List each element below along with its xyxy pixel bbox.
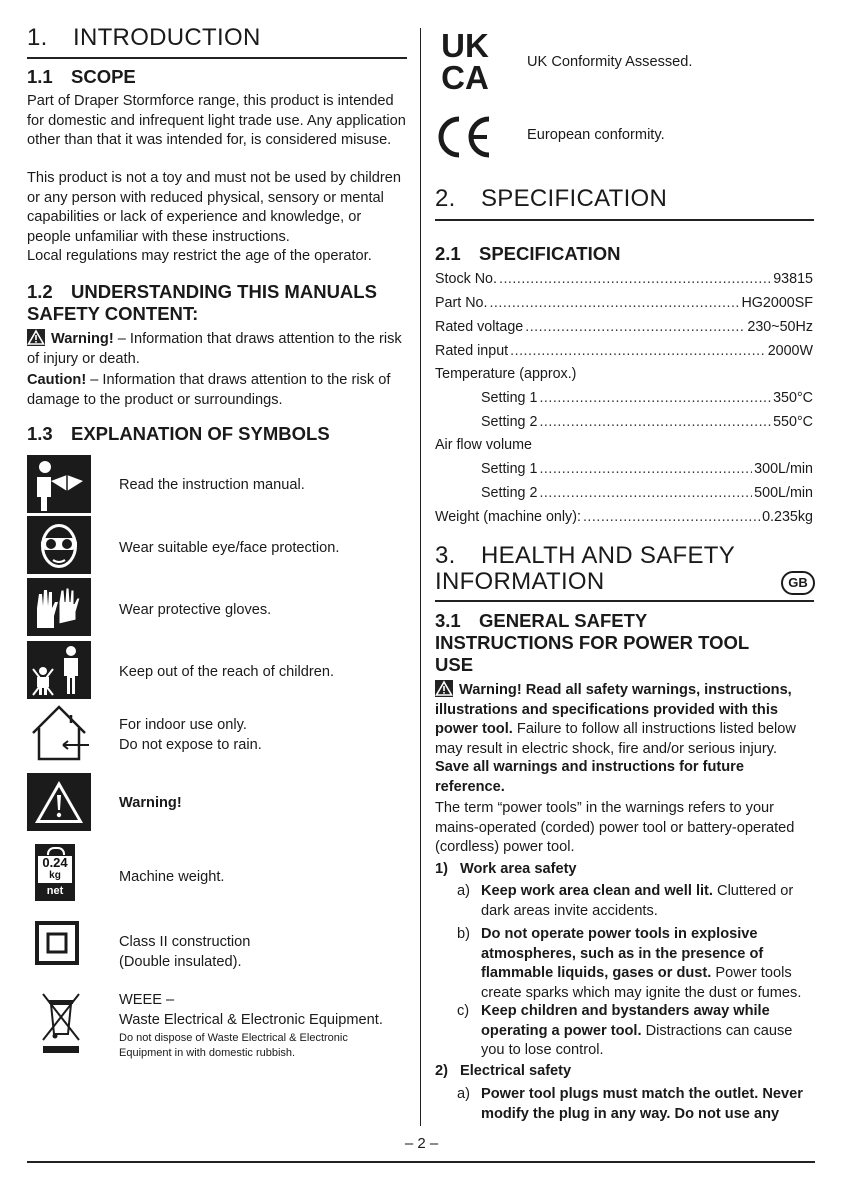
page-number: – 2 – (404, 1135, 439, 1152)
section-1-1-heading: 1.1 SCOPE (27, 66, 136, 87)
ukca-line-2: CA (441, 59, 489, 92)
ce-text: European conformity. (527, 127, 665, 143)
heading-rule (435, 600, 814, 602)
warning-triangle-icon (27, 773, 91, 831)
ukca-mark-icon (435, 28, 497, 92)
section-2-1-heading: 2.1 SPECIFICATION (435, 243, 621, 264)
symbol-text: Wear suitable eye/face protection. (119, 540, 340, 556)
scope-paragraph-3: Local regulations may restrict the age of the operator. (27, 248, 372, 264)
warning-icon (435, 680, 453, 697)
caution-definition: Caution! – Information that draws attention to the risk of damage to the product or surroundings. (27, 372, 391, 408)
general-warning: Warning! Read all safety warnings, instructions, illustrations and specifications provided with this power tool. Failure to follow all instructions listed below may result in electric shock, fire and/or serious injury. (435, 682, 796, 757)
list-item: c) Keep children and bystanders away while operating a power tool. Distractions can cause you to lose control. (457, 1003, 793, 1058)
spec-row-weight: Weight (machine only): ..... 0.235kg (435, 507, 813, 527)
warning-definition: Warning! – Information that draws attention to the risk of injury or death. (27, 331, 402, 367)
read-manual-icon (27, 455, 91, 513)
section-1-2-heading-line2: SAFETY CONTENT: (27, 303, 199, 324)
spec-row-temp-setting-2: Setting 2 ..... 550°C (481, 412, 813, 432)
symbol-text: Wear protective gloves. (119, 602, 272, 618)
save-warnings: Save all warnings and instructions for future reference. (435, 759, 744, 795)
spec-row-airflow: Air flow volume (435, 437, 532, 453)
list-item: a) Power tool plugs must match the outlet. Never modify the plug in any way. Do not use any (457, 1086, 803, 1122)
list-item: a) Keep work area clean and well lit. Cluttered or dark areas invite accidents. (457, 883, 794, 919)
gloves-icon (27, 578, 91, 636)
machine-weight-icon: 0.24 kg net (35, 844, 75, 901)
section-1-3-heading: 1.3 EXPLANATION OF SYMBOLS (27, 423, 330, 444)
ce-mark-icon (435, 115, 495, 159)
scope-paragraph-2: This product is not a toy and must not be used by children or any person with reduced physical, sensory or mental capabilities or lack of experience and knowledge, or people unfamiliar with these instructions. (27, 170, 401, 245)
list-heading-work-area: 1) Work area safety (435, 861, 577, 877)
symbol-text: Machine weight. (119, 869, 225, 885)
spec-row-temperature: Temperature (approx.) (435, 366, 577, 382)
spec-row-part: Part No. ..... HG2000SF (435, 293, 813, 313)
class-ii-icon (35, 921, 79, 965)
symbol-text: For indoor use only. Do not expose to rain. (119, 717, 262, 753)
gb-badge: GB (781, 571, 815, 595)
spec-row-air-setting-1: Setting 1 ..... 300L/min (481, 459, 813, 479)
footer-rule (27, 1161, 815, 1163)
section-3-1-heading-line3: USE (435, 654, 474, 675)
heading-rule (27, 57, 407, 59)
list-heading-electrical: 2) Electrical safety (435, 1063, 572, 1079)
section-1-heading: 1. INTRODUCTION (27, 24, 261, 51)
section-3-1-heading-line2: INSTRUCTIONS FOR POWER TOOL (435, 632, 750, 653)
section-3-1-heading: 3.1 GENERAL SAFETY (435, 610, 648, 631)
spec-row-voltage: Rated voltage ..... 230~50Hz (435, 317, 813, 337)
weee-note: Do not dispose of Waste Electrical & Electronic Equipment in with domestic rubbish. (119, 1032, 348, 1059)
section-3-heading: 3. HEALTH AND SAFETY (435, 542, 736, 569)
scope-paragraph-1: Part of Draper Stormforce range, this product is intended for domestic and infrequent light trade use. Any application other than that it was intended for, is considered misuse. (27, 93, 406, 148)
weee-bin-icon (41, 990, 81, 1056)
ukca-line-1: UK (441, 28, 489, 64)
list-item: b) Do not operate power tools in explosive atmospheres, such as in the presence of flammable liquids, gases or dust. Power tools create sparks which may ignite the dust or fumes. (457, 926, 802, 1001)
symbol-text: Keep out of the reach of children. (119, 664, 334, 680)
spec-row-temp-setting-1: Setting 1 ..... 350°C (481, 388, 813, 408)
symbol-text: Read the instruction manual. (119, 477, 305, 493)
symbol-text: Class II construction (Double insulated). (119, 934, 251, 970)
term-definition: The term “power tools” in the warnings refers to your mains-operated (corded) power tool or battery-operated (cordless) power tool. (435, 800, 795, 855)
section-1-2-heading: 1.2 UNDERSTANDING THIS MANUALS (27, 281, 377, 302)
spec-row-stock: Stock No. ..... 93815 (435, 269, 813, 289)
symbol-text: WEEE – Waste Electrical & Electronic Equipment. (119, 992, 383, 1028)
column-separator (420, 28, 421, 1126)
section-3-heading-line2: INFORMATION (435, 568, 605, 595)
eye-protection-icon (27, 516, 91, 574)
keep-children-away-icon (27, 641, 91, 699)
heading-rule (435, 219, 814, 221)
section-2-heading: 2. SPECIFICATION (435, 185, 668, 212)
spec-row-input: Rated input ..... 2000W (435, 341, 813, 361)
symbol-text: Warning! (119, 795, 182, 811)
warning-icon (27, 329, 45, 346)
spec-row-air-setting-2: Setting 2 ..... 500L/min (481, 483, 813, 503)
indoor-use-icon (27, 703, 91, 761)
ukca-text: UK Conformity Assessed. (527, 54, 693, 70)
